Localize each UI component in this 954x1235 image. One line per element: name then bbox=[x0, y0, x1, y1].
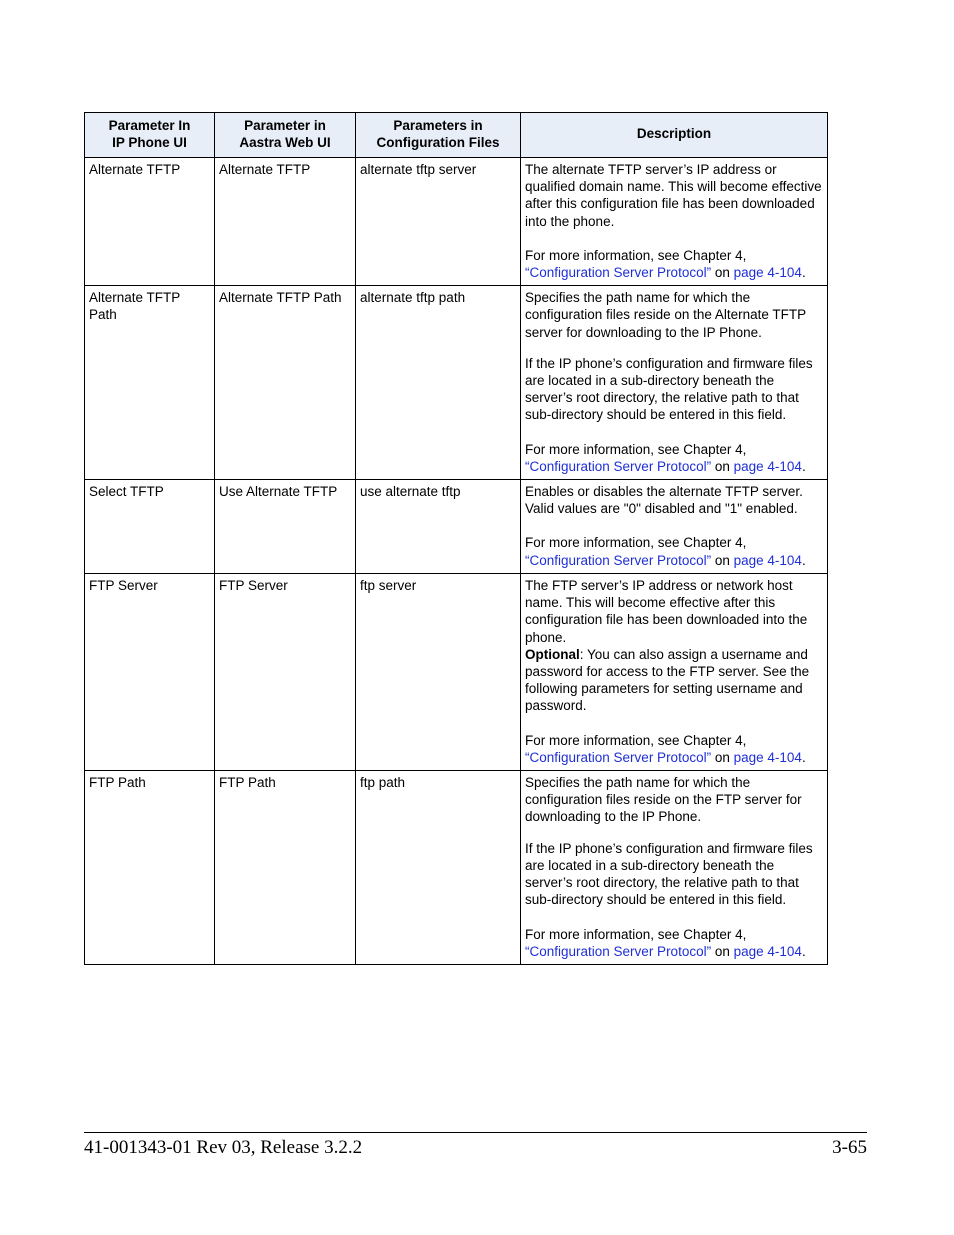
cell-config-param: alternate tftp path bbox=[356, 286, 521, 480]
description-text: Enables or disables the alternate TFTP server. Valid values are "0" disabled and "1" enabled. bbox=[525, 484, 803, 517]
cell-config-param: ftp server bbox=[356, 574, 521, 771]
optional-note: Optional: You can also assign a username and password for access to the FTP server. See the following parameters for setting username and password. bbox=[525, 646, 810, 714]
cell-description bbox=[521, 286, 828, 480]
description-text: The FTP server’s IP address or network host name. This will become effective after this configuration file has been downloaded into the phone. bbox=[525, 578, 808, 645]
footer-page-number: 3-65 bbox=[832, 1137, 867, 1158]
link-page-reference[interactable]: page 4-104 bbox=[733, 943, 802, 959]
description-text-2: If the IP phone’s configuration and firmware files are located in a sub-directory beneath the server’s root directory, the relative path to that sub-directory should be entered in this field. bbox=[525, 840, 813, 908]
link-config-server-protocol[interactable]: “Configuration Server Protocol” bbox=[525, 552, 712, 568]
description-text: The alternate TFTP server’s IP address or qualified domain name. This will become effective after this configuration file has been downloaded into the phone. bbox=[525, 162, 822, 229]
description-text: Specifies the path name for which the configuration files reside on the Alternate TFTP server for downloading to the IP Phone. bbox=[525, 290, 806, 340]
link-config-server-protocol[interactable]: “Configuration Server Protocol” bbox=[525, 749, 712, 765]
cell-web-ui: Use Alternate TFTP bbox=[215, 480, 356, 574]
more-info: For more information, see Chapter 4, “Configuration Server Protocol” on page 4-104. bbox=[525, 732, 806, 765]
table-row bbox=[85, 286, 828, 480]
table-row bbox=[85, 771, 828, 965]
cell-config-param: use alternate tftp bbox=[356, 480, 521, 574]
table-row bbox=[85, 158, 828, 286]
cell-description bbox=[521, 480, 828, 574]
footer-doc-id: 41-001343-01 Rev 03, Release 3.2.2 bbox=[84, 1137, 363, 1158]
cell-ip-phone-ui: Select TFTP bbox=[85, 480, 215, 574]
cell-web-ui: Alternate TFTP Path bbox=[215, 286, 356, 480]
table-header-row bbox=[85, 113, 828, 158]
cell-config-param: alternate tftp server bbox=[356, 158, 521, 286]
cell-description bbox=[521, 574, 828, 771]
more-info: For more information, see Chapter 4, “Configuration Server Protocol” on page 4-104. bbox=[525, 441, 806, 474]
link-page-reference[interactable]: page 4-104 bbox=[733, 552, 802, 568]
header-ip-phone-ui: Parameter In IP Phone UI bbox=[85, 113, 215, 158]
description-text-2: If the IP phone’s configuration and firmware files are located in a sub-directory beneath the server’s root directory, the relative path to that sub-directory should be entered in this field. bbox=[525, 355, 813, 423]
header-description: Description bbox=[521, 113, 828, 158]
more-info: For more information, see Chapter 4, “Configuration Server Protocol” on page 4-104. bbox=[525, 247, 806, 281]
cell-ip-phone-ui: FTP Server bbox=[85, 574, 215, 771]
footer-divider bbox=[84, 1132, 867, 1133]
link-page-reference[interactable]: page 4-104 bbox=[733, 265, 802, 281]
cell-web-ui: FTP Server bbox=[215, 574, 356, 771]
link-page-reference[interactable]: page 4-104 bbox=[733, 458, 802, 474]
parameters-table bbox=[84, 112, 828, 965]
table-row bbox=[85, 574, 828, 771]
link-page-reference[interactable]: page 4-104 bbox=[733, 749, 802, 765]
cell-ip-phone-ui: FTP Path bbox=[85, 771, 215, 965]
link-config-server-protocol[interactable]: “Configuration Server Protocol” bbox=[525, 265, 712, 281]
more-info: For more information, see Chapter 4, “Configuration Server Protocol” on page 4-104. bbox=[525, 535, 806, 568]
cell-ip-phone-ui: Alternate TFTP Path bbox=[85, 286, 215, 480]
cell-ip-phone-ui: Alternate TFTP bbox=[85, 158, 215, 286]
link-config-server-protocol[interactable]: “Configuration Server Protocol” bbox=[525, 458, 712, 474]
cell-config-param: ftp path bbox=[356, 771, 521, 965]
cell-description bbox=[521, 158, 828, 286]
header-config-files: Parameters in Configuration Files bbox=[356, 113, 521, 158]
cell-web-ui: Alternate TFTP bbox=[215, 158, 356, 286]
more-info: For more information, see Chapter 4, “Configuration Server Protocol” on page 4-104. bbox=[525, 926, 806, 959]
header-aastra-web-ui: Parameter in Aastra Web UI bbox=[215, 113, 356, 158]
description-text: Specifies the path name for which the configuration files reside on the FTP server for downloading to the IP Phone. bbox=[525, 775, 802, 825]
link-config-server-protocol[interactable]: “Configuration Server Protocol” bbox=[525, 943, 712, 959]
cell-web-ui: FTP Path bbox=[215, 771, 356, 965]
cell-description bbox=[521, 771, 828, 965]
table-row bbox=[85, 480, 828, 574]
